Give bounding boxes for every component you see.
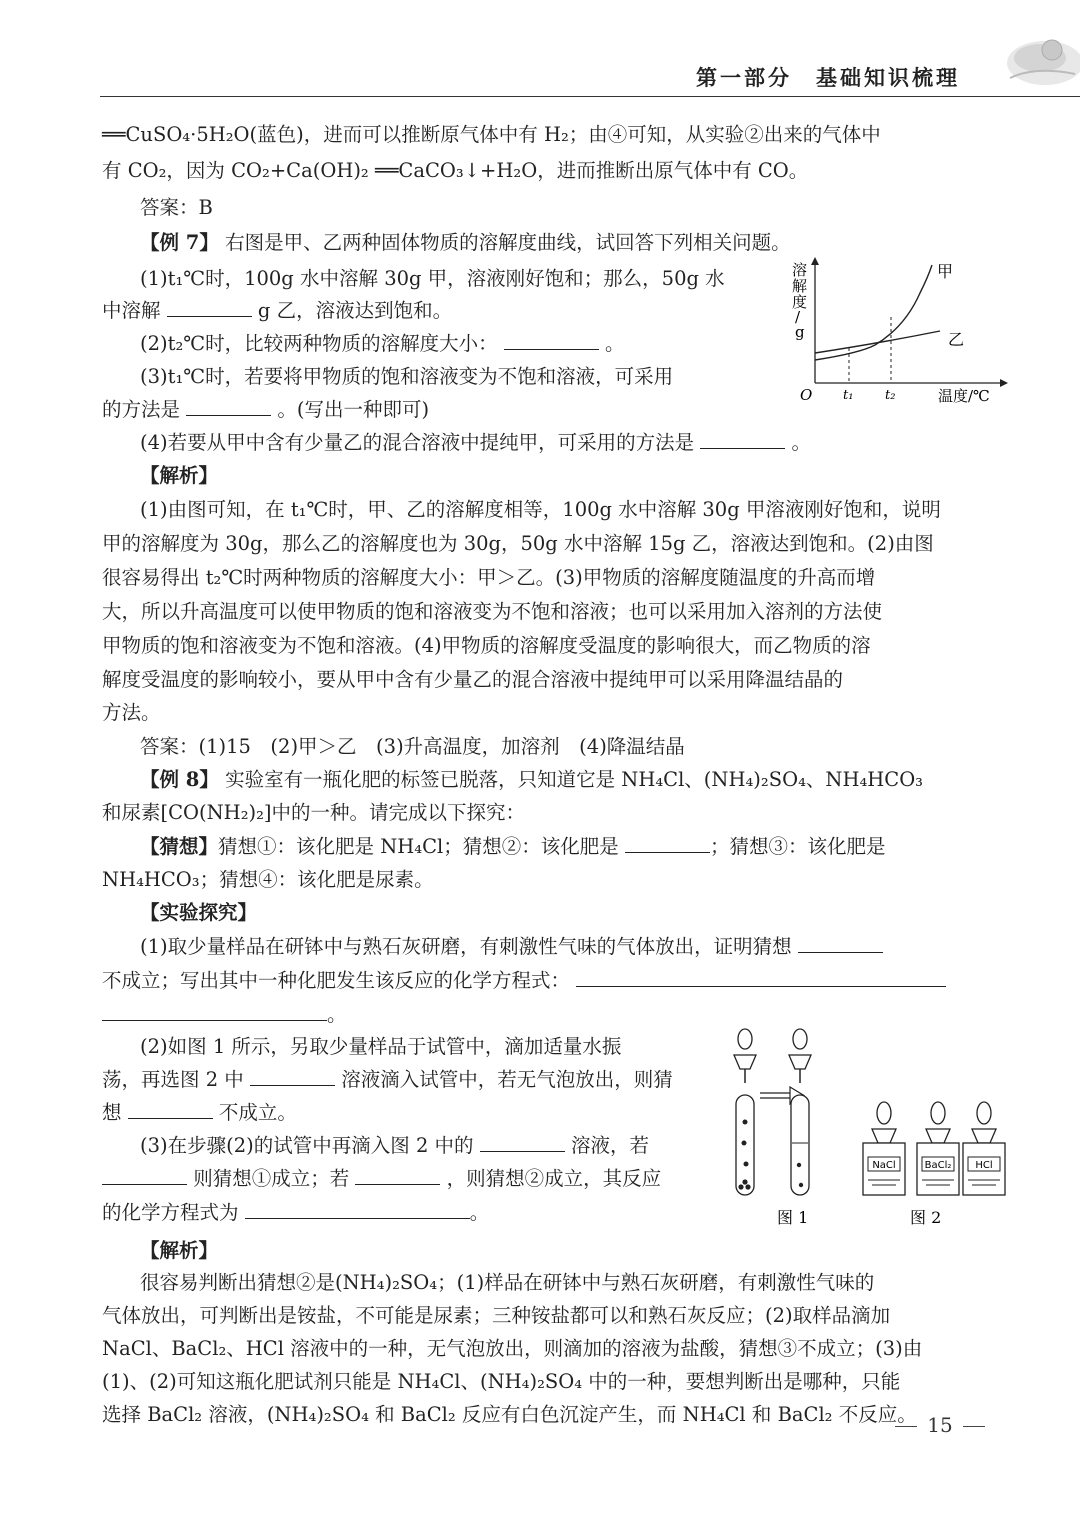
question-text: 不成立。 <box>218 1101 297 1124</box>
page-header <box>0 0 1080 100</box>
question-line <box>140 1131 710 1161</box>
text-line: 气体放出，可判断出是铵盐，不可能是尿素；三种铵盐都可以和熟石灰反应；(2)取样品滴加 <box>102 1304 891 1327</box>
analysis-heading: 【解析】 <box>140 464 219 487</box>
footer-dash <box>963 1426 985 1427</box>
question-text: 。 <box>791 431 812 454</box>
header-decoration-icon <box>990 18 1080 98</box>
question-text: 溶液滴入试管中，若无气泡放出，则猜 <box>341 1068 673 1091</box>
question-text: 猜想①：该化肥是 NH₄Cl；猜想②：该化肥是 <box>218 835 619 858</box>
example-8-heading <box>140 765 1000 795</box>
question-line <box>102 1098 710 1128</box>
answer-blank[interactable] <box>128 1100 213 1119</box>
y-axis-label-2: 解 <box>792 277 808 295</box>
question-text: (3)在步骤(2)的试管中再滴入图 2 中的 <box>140 1134 474 1157</box>
question-text: 。 <box>605 332 625 355</box>
bottle-label: NaCl <box>872 1160 896 1171</box>
answer-blank[interactable] <box>576 968 946 987</box>
text-line: 大，所以升高温度可以使甲物质的饱和溶液变为不饱和溶液；也可以采用加入溶剂的方法使 <box>102 600 883 623</box>
question-line <box>140 428 1000 458</box>
origin-label: O <box>800 386 813 404</box>
page-footer <box>880 1413 1000 1437</box>
text-line: 有 CO₂，因为 CO₂+Ca(OH)₂ ══CaCO₃↓+H₂O，进而推断出原气体中有 CO。 <box>102 159 809 182</box>
solubility-graph <box>790 255 1010 415</box>
question-text: (1)取少量样品在研钵中与熟石灰研磨，有刺激性气味的气体放出，证明猜想 <box>140 935 792 958</box>
text-line: (1)由图可知，在 t₁℃时，甲、乙的溶解度相等，100g 水中溶解 30g 甲溶液刚好饱和，说明 <box>140 498 941 521</box>
dropper-icon <box>734 1029 756 1083</box>
question-text: 不成立；写出其中一种化肥发生该反应的化学方程式： <box>102 969 571 992</box>
text-line: 甲物质的饱和溶液变为不饱和溶液。(4)甲物质的溶解度受温度的影响很大，而乙物质的溶 <box>102 634 871 657</box>
answer-blank[interactable] <box>480 1133 565 1152</box>
answer-blank[interactable] <box>798 934 883 953</box>
question-text: 溶液，若 <box>570 1134 649 1157</box>
question-text: 的方法是 <box>102 398 181 421</box>
figure-2 <box>863 1102 1005 1227</box>
curve-yi-label: 乙 <box>948 330 965 349</box>
example-text: 右图是甲、乙两种固体物质的溶解度曲线，试回答下列相关问题。 <box>225 231 791 254</box>
question-line <box>102 1065 710 1095</box>
x-axis-label: 温度/℃ <box>938 387 990 405</box>
section-heading: 【实验探究】 <box>140 901 258 924</box>
answer-line: 答案：B <box>140 196 213 219</box>
answer-blank[interactable] <box>625 834 710 853</box>
question-line <box>102 966 1000 996</box>
text-line: (1)、(2)可知这瓶化肥试剂只能是 NH₄Cl、(NH₄)₂SO₄ 中的一种，要想判断出是哪种，只能 <box>102 1370 901 1393</box>
question-line: (2)如图 1 所示，另取少量样品于试管中，滴加适量水振 <box>140 1035 622 1058</box>
question-text: (2)t₂℃时，比较两种物质的溶解度大小： <box>140 332 498 355</box>
question-line <box>102 296 780 326</box>
footer-dash <box>895 1426 917 1427</box>
t2-label: t₂ <box>885 388 896 403</box>
answer-line: 答案：(1)15 (2)甲＞乙 (3)升高温度，加溶剂 (4)降温结晶 <box>140 735 685 758</box>
t1-label: t₁ <box>843 388 854 403</box>
answer-blank[interactable] <box>504 331 599 350</box>
question-text: 。 <box>469 1201 490 1224</box>
bottle-label: HCl <box>975 1160 993 1171</box>
question-line <box>102 1164 710 1194</box>
answer-blank[interactable] <box>102 1166 187 1185</box>
figure-2-caption: 图 2 <box>910 1208 942 1227</box>
test-tube-icon <box>791 1095 809 1195</box>
curve-jia <box>815 265 932 360</box>
text-line: NH₄HCO₃；猜想④：该化肥是尿素。 <box>102 868 434 891</box>
question-text: 想 <box>102 1101 122 1124</box>
text-line: NaCl、BaCl₂、HCl 溶液中的一种，无气泡放出，则滴加的溶液为盐酸，猜想③不成立；(3)由 <box>102 1337 923 1360</box>
question-line <box>140 329 780 359</box>
question-text: ；猜想③：该化肥是 <box>709 835 886 858</box>
answer-blank[interactable] <box>250 1067 335 1086</box>
answer-blank[interactable] <box>355 1166 440 1185</box>
figure-1-caption: 图 1 <box>777 1208 809 1227</box>
curve-yi <box>815 331 940 353</box>
text-line: 甲的溶解度为 30g，那么乙的溶解度也为 30g，50g 水中溶解 15g 乙，溶液达到饱和。(2)由图 <box>102 532 934 555</box>
text-line: 很容易判断出猜想②是(NH₄)₂SO₄；(1)样品在研钵中与熟石灰研磨，有刺激性气味的 <box>140 1271 875 1294</box>
question-text: 的化学方程式为 <box>102 1201 239 1224</box>
question-text: 。 <box>327 1003 347 1026</box>
question-text: (4)若要从甲中含有少量乙的混合溶液中提纯甲，可采用的方法是 <box>140 431 695 454</box>
dropper-icon <box>789 1029 811 1083</box>
y-axis-label-3: 度 <box>792 293 808 311</box>
question-line: (1)t₁℃时，100g 水中溶解 30g 甲，溶液刚好饱和；那么，50g 水 <box>140 267 725 290</box>
header-title: 第一部分 基础知识梳理 <box>696 65 960 90</box>
question-line: (3)t₁℃时，若要将甲物质的饱和溶液变为不饱和溶液，可采用 <box>140 365 674 388</box>
y-axis-label-1: 溶 <box>792 261 808 279</box>
question-text: g 乙，溶液达到饱和。 <box>257 299 453 322</box>
reagent-bottle-icon <box>863 1102 905 1195</box>
question-line <box>140 932 1000 962</box>
header-rule <box>100 96 1080 97</box>
page-number: 15 <box>927 1413 953 1437</box>
example-label: 【例 7】 <box>140 231 219 254</box>
question-text: 。(写出一种即可) <box>277 398 430 421</box>
question-line <box>102 1198 710 1228</box>
text-line: 方法。 <box>102 701 161 724</box>
question-line <box>102 395 780 425</box>
example-text: 实验室有一瓶化肥的标签已脱落，只知道它是 NH₄Cl、(NH₄)₂SO₄、NH₄HCO₃ <box>225 768 923 791</box>
experiment-figures <box>720 1025 1010 1235</box>
y-axis-label-4: / <box>795 308 801 326</box>
text-line: 解度受温度的影响较小，要从甲中含有少量乙的混合溶液中提纯甲可以采用降温结晶的 <box>102 668 844 691</box>
answer-blank[interactable] <box>245 1200 470 1219</box>
question-text: 荡，再选图 2 中 <box>102 1068 244 1091</box>
analysis-heading: 【解析】 <box>140 1239 219 1262</box>
text-line: ══CuSO₄·5H₂O(蓝色)，进而可以推断原气体中有 H₂；由④可知，从实验②出来的气体中 <box>102 123 881 146</box>
answer-blank[interactable] <box>102 1002 327 1021</box>
text-line: 很容易得出 t₂℃时两种物质的溶解度大小：甲＞乙。(3)甲物质的溶解度随温度的升高而增 <box>102 566 876 589</box>
answer-blank[interactable] <box>167 298 252 317</box>
reagent-bottle-icon <box>917 1102 959 1195</box>
figure-1 <box>734 1029 811 1227</box>
example-label: 【例 8】 <box>140 768 219 791</box>
bottle-label: BaCl₂ <box>924 1160 952 1171</box>
question-text: 则猜想①成立；若 <box>193 1167 350 1190</box>
curve-jia-label: 甲 <box>937 262 954 281</box>
reagent-bottle-icon <box>963 1102 1005 1195</box>
hypothesis-line <box>140 832 1000 862</box>
question-text: 中溶解 <box>102 299 161 322</box>
text-line: 和尿素[CO(NH₂)₂]中的一种。请完成以下探究： <box>102 801 526 824</box>
question-text: ，则猜想②成立，其反应 <box>446 1167 662 1190</box>
section-label: 【猜想】 <box>140 835 219 858</box>
example-7-heading <box>140 228 1000 258</box>
answer-blank[interactable] <box>700 430 785 449</box>
answer-blank[interactable] <box>186 397 271 416</box>
text-line: 选择 BaCl₂ 溶液，(NH₄)₂SO₄ 和 BaCl₂ 反应有白色沉淀产生，而 NH₄Cl 和 BaCl₂ 不反应。 <box>102 1403 917 1426</box>
y-axis-label-5: g <box>795 323 805 341</box>
